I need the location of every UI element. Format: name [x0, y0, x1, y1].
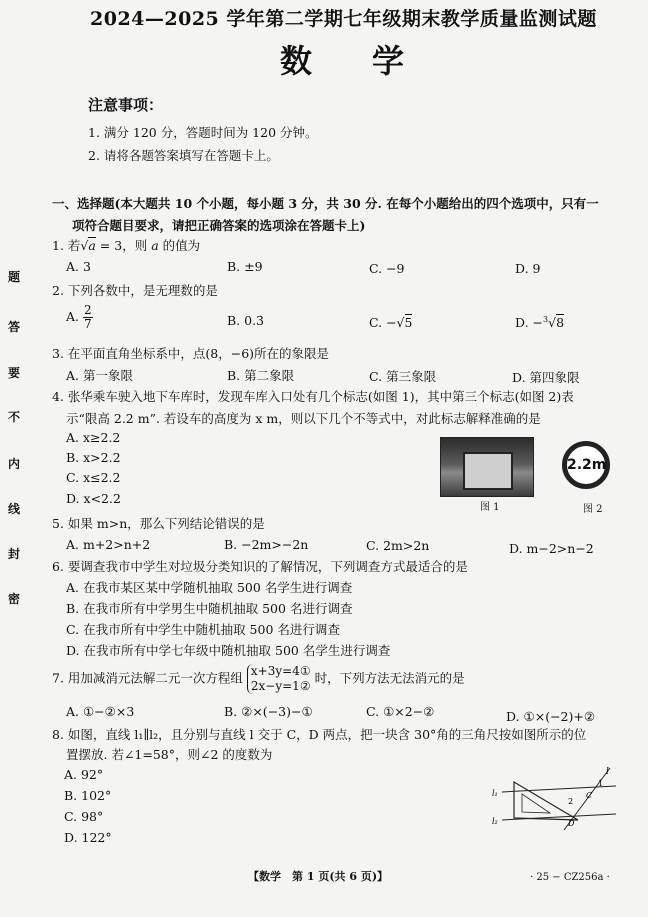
- question-8-stem: 8. 如图，直线 l₁∥l₂，且分别与直线 l 交于 C，D 两点，把一块含 30°角的三角尺按如图所示的位: [52, 727, 587, 742]
- label-l1: l₁: [492, 789, 498, 798]
- question-5-option-b: B. −2m>−2n: [224, 537, 309, 552]
- question-6-option-b: B. 在我市所有中学男生中随机抽取 500 名进行调查: [66, 601, 353, 616]
- subject-title: 数学: [280, 42, 465, 80]
- question-1-option-b: B. ±9: [227, 259, 263, 274]
- figure-1-caption: 图 1: [480, 502, 500, 513]
- height-limit-sign: 2.2m: [562, 441, 610, 489]
- question-2-option-b: B. 0.3̇: [227, 313, 265, 328]
- question-6-option-a: A. 在我市某区某中学随机抽取 500 名学生进行调查: [66, 580, 353, 595]
- page-footer: 【数学 第 1 页(共 6 页)】: [248, 870, 389, 883]
- question-8-option-a: A. 92°: [64, 767, 104, 782]
- question-4-option-d: D. x<2.2: [66, 491, 121, 506]
- question-7-option-d: D. ①×(−2)+②: [506, 709, 596, 724]
- paper-code: · 25 − CZ256a ·: [530, 872, 610, 883]
- question-4-option-c: C. x≤2.2: [66, 470, 121, 485]
- question-8-option-b: B. 102°: [64, 788, 112, 803]
- question-1-stem: 1. 若√a = 3，则 a 的值为: [52, 238, 201, 253]
- question-8-option-d: D. 122°: [64, 830, 112, 845]
- question-5-option-a: A. m+2>n+2: [66, 537, 151, 552]
- note-item: 2. 请将各题答案填写在答题卡上。: [88, 148, 279, 163]
- question-4-option-b: B. x>2.2: [66, 450, 121, 465]
- question-2-option-d: D. −$^3$√8: [515, 315, 565, 331]
- question-6-stem: 6. 要调查我市中学生对垃圾分类知识的了解情况，下列调查方式最适合的是: [52, 559, 468, 574]
- exam-title: 2024—2025 学年第二学期七年级期末教学质量监测试题: [90, 8, 597, 30]
- question-2-option-a: A. $\frac{2}{7}$: [66, 303, 92, 332]
- section-instructions: 一、选择题(本大题共 10 个小题，每小题 3 分，共 30 分. 在每个小题给出的四个选项中，只有一: [52, 196, 599, 211]
- question-7-option-c: C. ①×2−②: [366, 704, 435, 719]
- side-char: 答: [7, 320, 20, 334]
- angle-1-label: 1: [598, 779, 604, 788]
- question-4-stem: 4. 张华乘车驶入地下车库时，发现车库入口处有几个标志(如图 1)，其中第三个标志(如图 2)表: [52, 389, 574, 404]
- side-char: 题: [7, 270, 20, 284]
- figure-2-caption: 图 2: [583, 504, 603, 515]
- notes-heading: 注意事项：: [88, 96, 164, 114]
- question-6-option-c: C. 在我市所有中学生中随机抽取 500 名进行调查: [66, 622, 340, 637]
- question-1-option-a: A. 3: [66, 259, 91, 274]
- label-l: l: [606, 767, 609, 777]
- question-5-option-c: C. 2m>2n: [366, 538, 430, 553]
- garage-entrance-photo: [440, 437, 534, 497]
- side-char: 要: [7, 366, 20, 380]
- set-square-inner: [522, 794, 550, 813]
- equation-system: x+3y=4① 2x−y=1②: [247, 664, 311, 694]
- question-3-option-d: D. 第四象限: [512, 370, 580, 385]
- side-char: 不: [7, 410, 20, 424]
- question-8-stem-cont: 置摆放. 若∠1=58°，则∠2 的度数为: [66, 747, 273, 762]
- question-6-option-d: D. 在我市所有中学七年级中随机抽取 500 名学生进行调查: [66, 643, 391, 658]
- question-8-option-c: C. 98°: [64, 809, 104, 824]
- question-3-option-b: B. 第二象限: [227, 368, 295, 383]
- question-7-option-b: B. ②×(−3)−①: [224, 704, 313, 719]
- side-char: 线: [7, 502, 20, 516]
- question-5-option-d: D. m−2>n−2: [509, 541, 594, 556]
- parallel-lines-figure: [488, 764, 620, 834]
- side-char: 封: [7, 547, 20, 561]
- question-4-stem-cont: 示“限高 2.2 m”. 若设车的高度为 x m，则以下几个不等式中，对此标志解释准确的是: [66, 411, 541, 426]
- question-7-stem: 7. 用加减消元法解二元一次方程组 x+3y=4① 2x−y=1② 时，下列方法无法消元的是: [52, 664, 465, 693]
- side-char: 密: [7, 592, 20, 606]
- label-d: D: [568, 819, 575, 828]
- label-c: C: [586, 791, 593, 800]
- question-3-option-a: A. 第一象限: [66, 368, 133, 383]
- question-4-option-a: A. x≥2.2: [66, 430, 121, 445]
- question-2-stem: 2. 下列各数中，是无理数的是: [52, 283, 218, 298]
- question-1-option-c: C. −9: [369, 261, 405, 276]
- question-7-option-a: A. ①−②×3: [66, 704, 135, 719]
- label-l2: l₂: [492, 817, 498, 826]
- note-item: 1. 满分 120 分，答题时间为 120 分钟。: [88, 125, 318, 140]
- question-1-option-d: D. 9: [515, 261, 541, 276]
- question-3-stem: 3. 在平面直角坐标系中，点(8，−6)所在的象限是: [52, 346, 330, 361]
- question-3-option-c: C. 第三象限: [369, 369, 437, 384]
- angle-2-label: 2: [568, 797, 574, 806]
- side-char: 内: [7, 457, 20, 471]
- question-5-stem: 5. 如果 m>n，那么下列结论错误的是: [52, 516, 265, 531]
- question-2-option-c: C. −√5: [369, 315, 413, 330]
- section-instructions-cont: 项符合题目要求，请把正确答案的选项涂在答题卡上): [72, 218, 366, 233]
